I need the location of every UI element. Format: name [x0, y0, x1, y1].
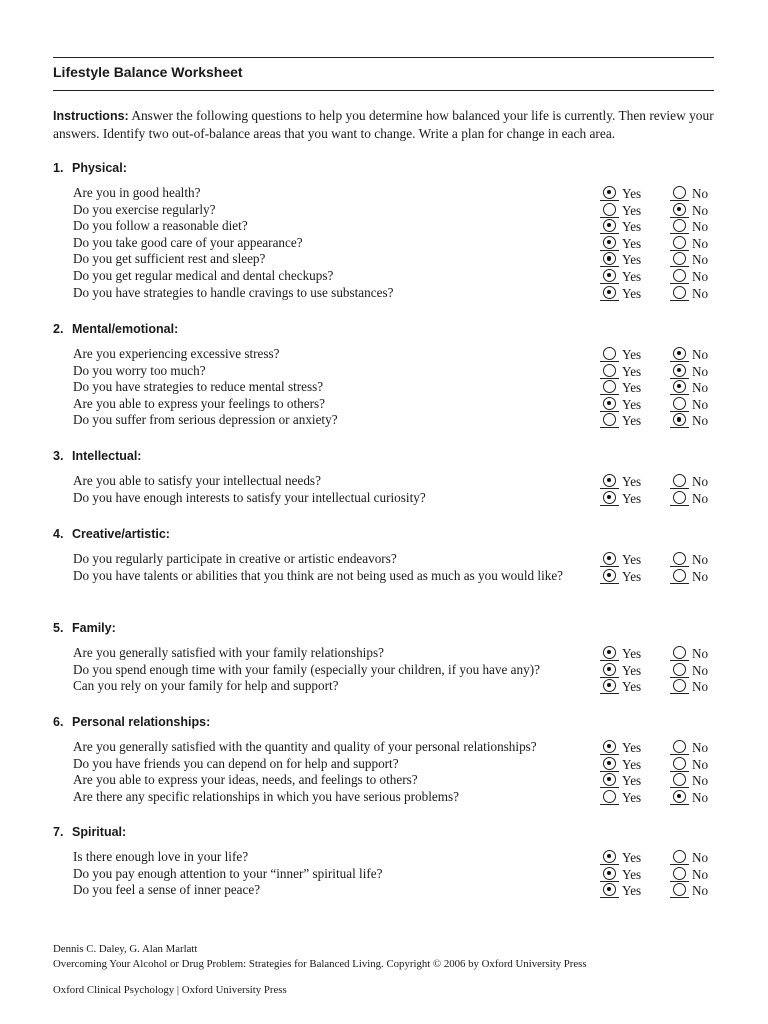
yes-label: Yes: [622, 474, 642, 489]
yes-radio-button[interactable]: [603, 552, 616, 565]
yes-radio-button[interactable]: [603, 491, 616, 504]
no-radio-button[interactable]: [673, 252, 686, 265]
yes-radio-button[interactable]: [603, 286, 616, 299]
footer-citation: Overcoming Your Alcohol or Drug Problem: Strategies for Balanced Living. Copyright © 2006 by Oxford University Press: [53, 958, 587, 970]
top-rule: [53, 57, 714, 58]
radio-underline: [670, 677, 689, 678]
no-label: No: [692, 740, 709, 755]
radio-selected-dot: [607, 667, 611, 671]
no-label: No: [692, 380, 709, 396]
radio-underline: [600, 217, 619, 218]
yes-radio-button[interactable]: [603, 679, 616, 692]
yes-radio-button[interactable]: [603, 364, 616, 377]
question-text: Do you have talents or abilities that you think are not being used as much as you would like?: [73, 567, 564, 583]
section-heading: [53, 449, 141, 463]
radio-selected-dot: [677, 207, 681, 211]
yes-label: Yes: [622, 662, 642, 678]
no-radio-button[interactable]: [673, 552, 686, 565]
radio-selected-dot: [607, 761, 611, 765]
yes-label: Yes: [622, 186, 642, 201]
yes-label: Yes: [622, 347, 642, 362]
yes-radio-button[interactable]: [603, 186, 616, 199]
no-radio-button[interactable]: [673, 236, 686, 249]
radio-underline: [670, 361, 689, 362]
instructions: [53, 107, 723, 142]
radio-selected-dot: [607, 495, 611, 499]
question-text: Do you have strategies to reduce mental stress?: [73, 379, 324, 395]
yes-radio-button[interactable]: [603, 347, 616, 360]
radio-selected-dot: [607, 190, 611, 194]
yes-radio-button[interactable]: [603, 790, 616, 803]
yes-radio-button[interactable]: [603, 773, 616, 786]
radio-underline: [600, 411, 619, 412]
radio-underline: [600, 488, 619, 489]
section-number: 4.: [53, 527, 64, 541]
no-label: No: [692, 202, 709, 218]
question-text: Do you pay enough attention to your “inner” spiritual life?: [73, 865, 383, 881]
yes-label: Yes: [622, 396, 642, 412]
section-title: Personal relationships:: [72, 715, 211, 729]
section-heading: [53, 527, 170, 541]
no-radio-button[interactable]: [673, 269, 686, 282]
no-radio-button[interactable]: [673, 883, 686, 896]
radio-underline: [600, 754, 619, 755]
no-label: No: [692, 285, 709, 301]
radio-underline: [670, 693, 689, 694]
radio-underline: [600, 804, 619, 805]
section-number: 3.: [53, 449, 64, 463]
yes-label: Yes: [622, 552, 642, 567]
radio-selected-dot: [607, 556, 611, 560]
no-label: No: [692, 219, 709, 235]
section-number: 6.: [53, 715, 64, 729]
radio-selected-dot: [677, 794, 681, 798]
question-text: Can you rely on your family for help and support?: [73, 678, 339, 694]
radio-selected-dot: [607, 240, 611, 244]
yes-radio-button[interactable]: [603, 269, 616, 282]
radio-underline: [670, 660, 689, 661]
radio-underline: [600, 361, 619, 362]
radio-underline: [670, 266, 689, 267]
no-radio-button[interactable]: [673, 186, 686, 199]
no-radio-button[interactable]: [673, 397, 686, 410]
yes-radio-button[interactable]: [603, 569, 616, 582]
question-text: Do you spend enough time with your family (especially your children, if you have any)?: [73, 661, 540, 677]
question-text: Are you able to express your feelings to others?: [73, 395, 325, 411]
section-number: 1.: [53, 161, 64, 175]
no-radio-button[interactable]: [673, 867, 686, 880]
question-text: Do you feel a sense of inner peace?: [73, 882, 261, 898]
yes-label: Yes: [622, 773, 642, 789]
no-radio-button[interactable]: [673, 474, 686, 487]
section-title: Physical:: [72, 161, 127, 175]
radio-underline: [600, 660, 619, 661]
yes-label: Yes: [622, 740, 642, 755]
yes-label: Yes: [622, 490, 642, 506]
no-radio-button[interactable]: [673, 364, 686, 377]
yes-label: Yes: [622, 756, 642, 772]
radio-selected-dot: [607, 290, 611, 294]
radio-underline: [670, 787, 689, 788]
radio-underline: [600, 266, 619, 267]
no-label: No: [692, 252, 709, 268]
radio-underline: [600, 250, 619, 251]
yes-radio-button[interactable]: [603, 883, 616, 896]
radio-underline: [670, 771, 689, 772]
radio-selected-dot: [607, 777, 611, 781]
no-label: No: [692, 552, 709, 567]
no-label: No: [692, 773, 709, 789]
no-label: No: [692, 568, 709, 584]
yes-label: Yes: [622, 413, 642, 429]
radio-selected-dot: [607, 401, 611, 405]
question-text: Are you generally satisfied with the quantity and quality of your personal relationships?: [73, 739, 537, 754]
question-text: Are you able to satisfy your intellectual needs?: [73, 473, 321, 488]
section-heading: [53, 322, 178, 336]
radio-underline: [600, 864, 619, 865]
question-text: Do you get regular medical and dental checkups?: [73, 268, 334, 283]
section-title: Mental/emotional:: [72, 322, 179, 336]
radio-underline: [670, 583, 689, 584]
radio-underline: [670, 200, 689, 201]
instructions-label: Instructions:: [53, 109, 129, 123]
radio-selected-dot: [677, 351, 681, 355]
no-label: No: [692, 789, 709, 805]
no-label: No: [692, 363, 709, 379]
section-heading: [53, 621, 116, 635]
radio-underline: [600, 787, 619, 788]
section-title: Family:: [72, 621, 116, 635]
radio-underline: [670, 300, 689, 301]
yes-radio-button[interactable]: [603, 397, 616, 410]
radio-selected-dot: [677, 384, 681, 388]
section-heading: [53, 825, 126, 839]
radio-underline: [600, 394, 619, 395]
radio-selected-dot: [607, 854, 611, 858]
radio-underline: [670, 488, 689, 489]
question-text: Are you experiencing excessive stress?: [73, 346, 280, 361]
no-label: No: [692, 679, 709, 695]
worksheet-title: Lifestyle Balance Worksheet: [53, 64, 243, 80]
no-radio-button[interactable]: [673, 790, 686, 803]
radio-selected-dot: [677, 368, 681, 372]
radio-selected-dot: [607, 273, 611, 277]
question-text: Do you have friends you can depend on for help and support?: [73, 755, 399, 771]
footer-publisher: Oxford Clinical Psychology | Oxford University Press: [53, 984, 287, 996]
radio-underline: [600, 233, 619, 234]
radio-underline: [600, 677, 619, 678]
radio-selected-dot: [607, 683, 611, 687]
no-label: No: [692, 347, 709, 362]
section-number: 2.: [53, 322, 64, 336]
no-label: No: [692, 413, 709, 429]
radio-underline: [600, 283, 619, 284]
question-text: Do you have enough interests to satisfy your intellectual curiosity?: [73, 489, 426, 505]
yes-radio-button[interactable]: [603, 663, 616, 676]
radio-underline: [670, 283, 689, 284]
radio-underline: [600, 566, 619, 567]
yes-label: Yes: [622, 363, 642, 379]
yes-radio-button[interactable]: [603, 236, 616, 249]
yes-label: Yes: [622, 789, 642, 805]
no-radio-button[interactable]: [673, 646, 686, 659]
section-heading: [53, 161, 127, 175]
no-label: No: [692, 866, 709, 882]
no-radio-button[interactable]: [673, 569, 686, 582]
no-label: No: [692, 490, 709, 506]
no-radio-button[interactable]: [673, 413, 686, 426]
question-text: Do you worry too much?: [73, 362, 206, 378]
yes-label: Yes: [622, 269, 642, 284]
radio-selected-dot: [607, 223, 611, 227]
yes-label: Yes: [622, 380, 642, 396]
no-label: No: [692, 235, 709, 251]
no-radio-button[interactable]: [673, 491, 686, 504]
question-text: Do you exercise regularly?: [73, 201, 216, 217]
yes-label: Yes: [622, 883, 642, 899]
no-label: No: [692, 474, 709, 489]
yes-label: Yes: [622, 866, 642, 882]
question-text: Do you take good care of your appearance?: [73, 234, 303, 250]
section-heading: [53, 715, 210, 729]
radio-underline: [600, 427, 619, 428]
title-rule: [53, 90, 714, 91]
no-radio-button[interactable]: [673, 740, 686, 753]
question-text: Do you get sufficient rest and sleep?: [73, 251, 266, 267]
radio-underline: [600, 300, 619, 301]
radio-selected-dot: [607, 887, 611, 891]
radio-underline: [600, 897, 619, 898]
radio-selected-dot: [607, 573, 611, 577]
yes-radio-button[interactable]: [603, 219, 616, 232]
no-radio-button[interactable]: [673, 347, 686, 360]
radio-underline: [600, 693, 619, 694]
radio-underline: [600, 881, 619, 882]
yes-radio-button[interactable]: [603, 203, 616, 216]
radio-underline: [670, 378, 689, 379]
radio-underline: [600, 583, 619, 584]
no-label: No: [692, 850, 709, 865]
yes-radio-button[interactable]: [603, 252, 616, 265]
no-label: No: [692, 269, 709, 284]
no-label: No: [692, 186, 709, 201]
radio-underline: [600, 200, 619, 201]
no-label: No: [692, 646, 709, 661]
question-text: Do you suffer from serious depression or anxiety?: [73, 412, 338, 428]
question-text: Are you able to express your ideas, needs, and feelings to others?: [73, 772, 418, 788]
radio-underline: [670, 566, 689, 567]
radio-selected-dot: [607, 478, 611, 482]
question-text: Do you follow a reasonable diet?: [73, 218, 248, 234]
yes-radio-button[interactable]: [603, 867, 616, 880]
no-radio-button[interactable]: [673, 219, 686, 232]
yes-radio-button[interactable]: [603, 740, 616, 753]
yes-label: Yes: [622, 235, 642, 251]
yes-label: Yes: [622, 202, 642, 218]
radio-underline: [670, 505, 689, 506]
question-text: Are you generally satisfied with your family relationships?: [73, 645, 384, 660]
radio-selected-dot: [607, 871, 611, 875]
no-radio-button[interactable]: [673, 679, 686, 692]
radio-underline: [600, 505, 619, 506]
question-text: Is there enough love in your life?: [73, 849, 249, 864]
question-text: Are you in good health?: [73, 185, 201, 200]
no-radio-button[interactable]: [673, 850, 686, 863]
no-label: No: [692, 396, 709, 412]
no-radio-button[interactable]: [673, 203, 686, 216]
yes-label: Yes: [622, 646, 642, 661]
no-label: No: [692, 662, 709, 678]
radio-selected-dot: [677, 417, 681, 421]
radio-selected-dot: [607, 256, 611, 260]
radio-underline: [670, 754, 689, 755]
radio-underline: [670, 233, 689, 234]
section-title: Intellectual:: [72, 449, 142, 463]
radio-selected-dot: [607, 650, 611, 654]
radio-underline: [670, 427, 689, 428]
question-text: Do you have strategies to handle cravings to use substances?: [73, 284, 394, 300]
yes-label: Yes: [622, 850, 642, 865]
no-label: No: [692, 756, 709, 772]
no-radio-button[interactable]: [673, 773, 686, 786]
radio-underline: [600, 771, 619, 772]
question-text: Are there any specific relationships in which you have serious problems?: [73, 788, 459, 804]
yes-radio-button[interactable]: [603, 757, 616, 770]
yes-label: Yes: [622, 679, 642, 695]
section-number: 7.: [53, 825, 64, 839]
yes-label: Yes: [622, 568, 642, 584]
yes-label: Yes: [622, 252, 642, 268]
yes-label: Yes: [622, 285, 642, 301]
section-title: Spiritual:: [72, 825, 127, 839]
footer-authors: Dennis C. Daley, G. Alan Marlatt: [53, 943, 198, 955]
radio-underline: [670, 897, 689, 898]
question-text: Do you regularly participate in creative or artistic endeavors?: [73, 551, 397, 566]
no-label: No: [692, 883, 709, 899]
radio-underline: [670, 217, 689, 218]
yes-radio-button[interactable]: [603, 380, 616, 393]
yes-radio-button[interactable]: [603, 474, 616, 487]
radio-underline: [670, 394, 689, 395]
radio-underline: [670, 804, 689, 805]
yes-radio-button[interactable]: [603, 646, 616, 659]
yes-radio-button[interactable]: [603, 413, 616, 426]
radio-underline: [670, 250, 689, 251]
yes-label: Yes: [622, 219, 642, 235]
radio-underline: [670, 411, 689, 412]
radio-underline: [670, 881, 689, 882]
radio-underline: [600, 378, 619, 379]
no-radio-button[interactable]: [673, 663, 686, 676]
radio-underline: [670, 864, 689, 865]
section-title: Creative/artistic:: [72, 527, 170, 541]
radio-selected-dot: [607, 744, 611, 748]
no-radio-button[interactable]: [673, 286, 686, 299]
section-number: 5.: [53, 621, 64, 635]
no-radio-button[interactable]: [673, 757, 686, 770]
yes-radio-button[interactable]: [603, 850, 616, 863]
no-radio-button[interactable]: [673, 380, 686, 393]
instructions-text: Answer the following questions to help you determine how balanced your life is currently. Then review your answers. Identify two out-of-balance areas that you want to change. Write a plan for change in each area.: [53, 108, 714, 141]
